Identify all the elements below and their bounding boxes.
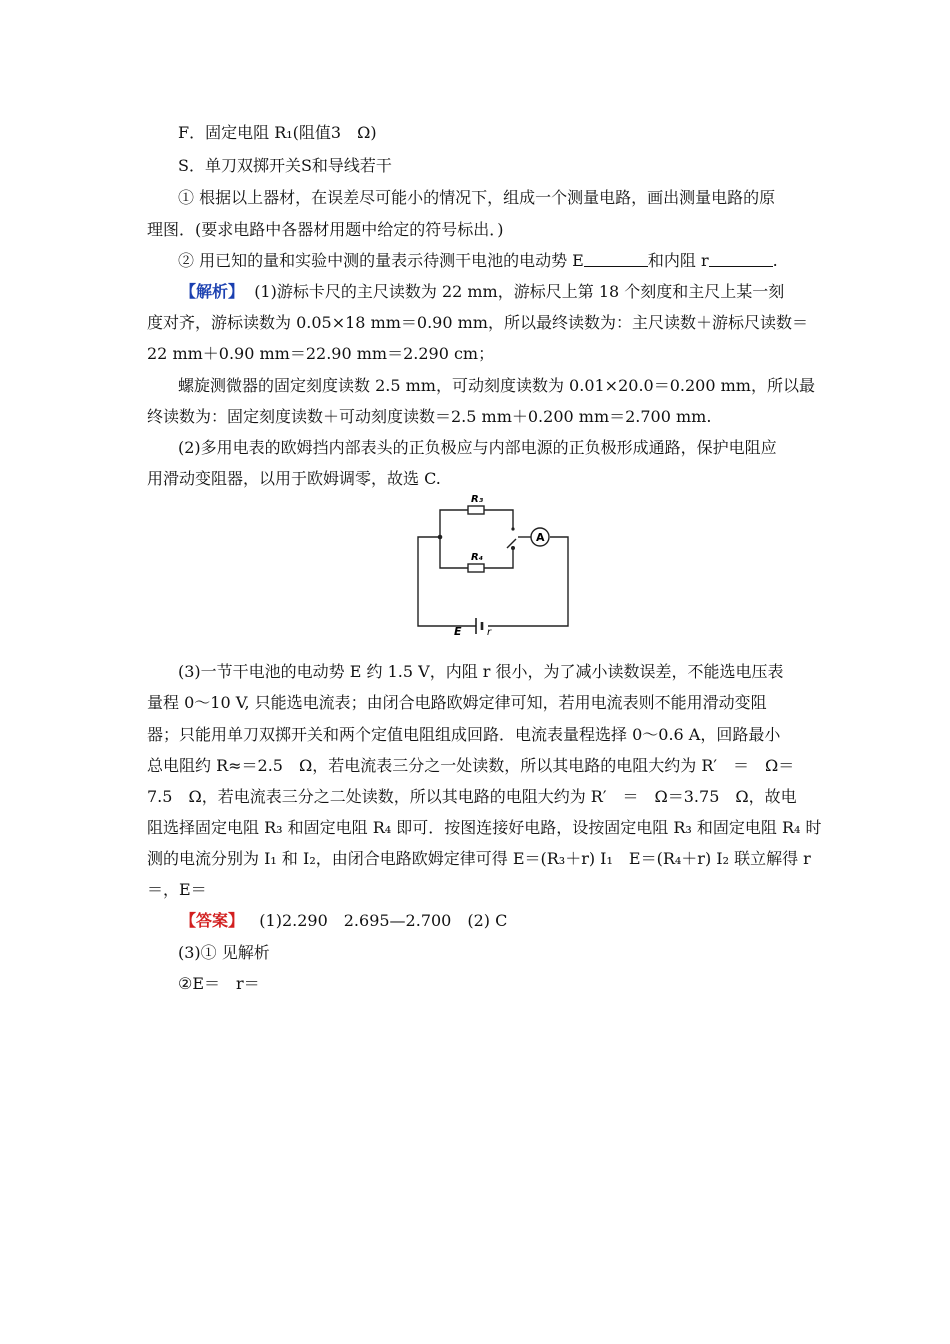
answer-line-2: (3)① 见解析 [178,943,270,962]
analysis-p3-b: 用滑动变阻器，以用于欧姆调零，故选 C. [147,469,441,488]
analysis-line-1 [180,282,784,302]
wire-right-bottom [488,537,568,626]
analysis-p4-h: ＝，E＝ [147,880,207,899]
label-internal-r: r [487,627,492,638]
item-s: S．单刀双掷开关S和导线若干 [178,156,392,175]
question-2-text-a: ② 用已知的量和实验中测的量表示待测干电池的电动势 E [178,251,584,270]
answer-blank-r [709,252,773,267]
question-2-text-c: . [772,251,778,270]
label-emf: E [454,625,462,638]
circuit-diagram [410,490,580,640]
wire-branch-lower-left [440,537,468,568]
analysis-p4-a: (3)一节干电池的电动势 E 约 1.5 V，内阻 r 很小，为了减小读数误差，不能选电压表 [178,662,784,681]
resistor-r3 [468,506,484,514]
answer-label: 【答案】 [180,911,245,930]
label-r4: R₄ [471,552,484,563]
analysis-p1-b: 度对齐，游标读数为 0.05×18 mm＝0.90 mm，所以最终读数为：主尺读数＋游标尺读数＝ [147,313,808,332]
ammeter-label: A [536,531,545,544]
wire-branch-upper-right [484,510,513,529]
analysis-p4-f: 阻选择固定电阻 R₃ 和固定电阻 R₄ 即可．按图连接好电路，设按固定电阻 R₃ 和固定电阻 R₄ 时 [147,818,822,837]
switch-blade [507,539,516,548]
analysis-p4-d: 总电阻约 R≈＝2.5 Ω，若电流表三分之一处读数，所以其电路的电阻大约为 R′ ＝ Ω＝ [147,756,795,775]
wire-branch-upper-left [440,510,468,537]
resistor-r4 [468,564,484,572]
analysis-p2-a: 螺旋测微器的固定刻度读数 2.5 mm，可动刻度读数为 0.01×20.0＝0.200 mm，所以最 [178,376,815,395]
question-1-line-1: ① 根据以上器材，在误差尽可能小的情况下，组成一个测量电路，画出测量电路的原 [178,188,776,207]
analysis-p3-a: (2)多用电表的欧姆挡内部表头的正负极应与内部电源的正负极形成通路，保护电阻应 [178,438,777,457]
item-f: F．固定电阻 R₁(阻值3 Ω) [178,123,377,142]
analysis-p4-g: 测的电流分别为 I₁ 和 I₂，由闭合电路欧姆定律可得 E＝(R₃＋r) I₁ E＝(R₄＋r) I₂ 联立解得 r [147,849,811,868]
analysis-label: 【解析】 [180,282,245,301]
junction-dot-left [438,535,443,540]
answer-line-3: ②E＝ r＝ [178,974,260,993]
analysis-p4-c: 器；只能用单刀双掷开关和两个定值电阻组成回路．电流表量程选择 0～0.6 A，回路最小 [147,725,781,744]
wire-branch-lower-right [484,548,513,568]
label-r3: R₃ [471,494,484,505]
answer-line-1 [180,911,507,931]
analysis-p4-b: 量程 0～10 V, 只能选电流表；由闭合电路欧姆定律可知，若用电流表则不能用滑动变阻 [147,693,767,712]
switch-pivot [511,546,515,550]
answer-text-1: (1)2.290 2.695—2.700 (2) C [259,911,508,930]
question-2 [178,251,778,271]
switch-contact-upper [511,527,514,530]
analysis-p2-b: 终读数为：固定刻度读数＋可动刻度读数＝2.5 mm＋0.200 mm＝2.700 mm. [147,407,712,426]
analysis-p1-a: (1)游标卡尺的主尺读数为 22 mm，游标尺上第 18 个刻度和主尺上某一刻 [254,282,785,301]
wire-left-bottom [418,537,476,626]
analysis-p1-c: 22 mm＋0.90 mm＝22.90 mm＝2.290 cm； [147,344,495,363]
question-2-text-b: 和内阻 r [647,251,709,270]
question-1-line-2: 理图．(要求电路中各器材用题中给定的符号标出．) [147,220,504,239]
analysis-p4-e: 7.5 Ω，若电流表三分之二处读数，所以其电路的电阻大约为 R′ ＝ Ω＝3.75 Ω，故电 [147,787,797,806]
answer-blank-e [584,252,648,267]
